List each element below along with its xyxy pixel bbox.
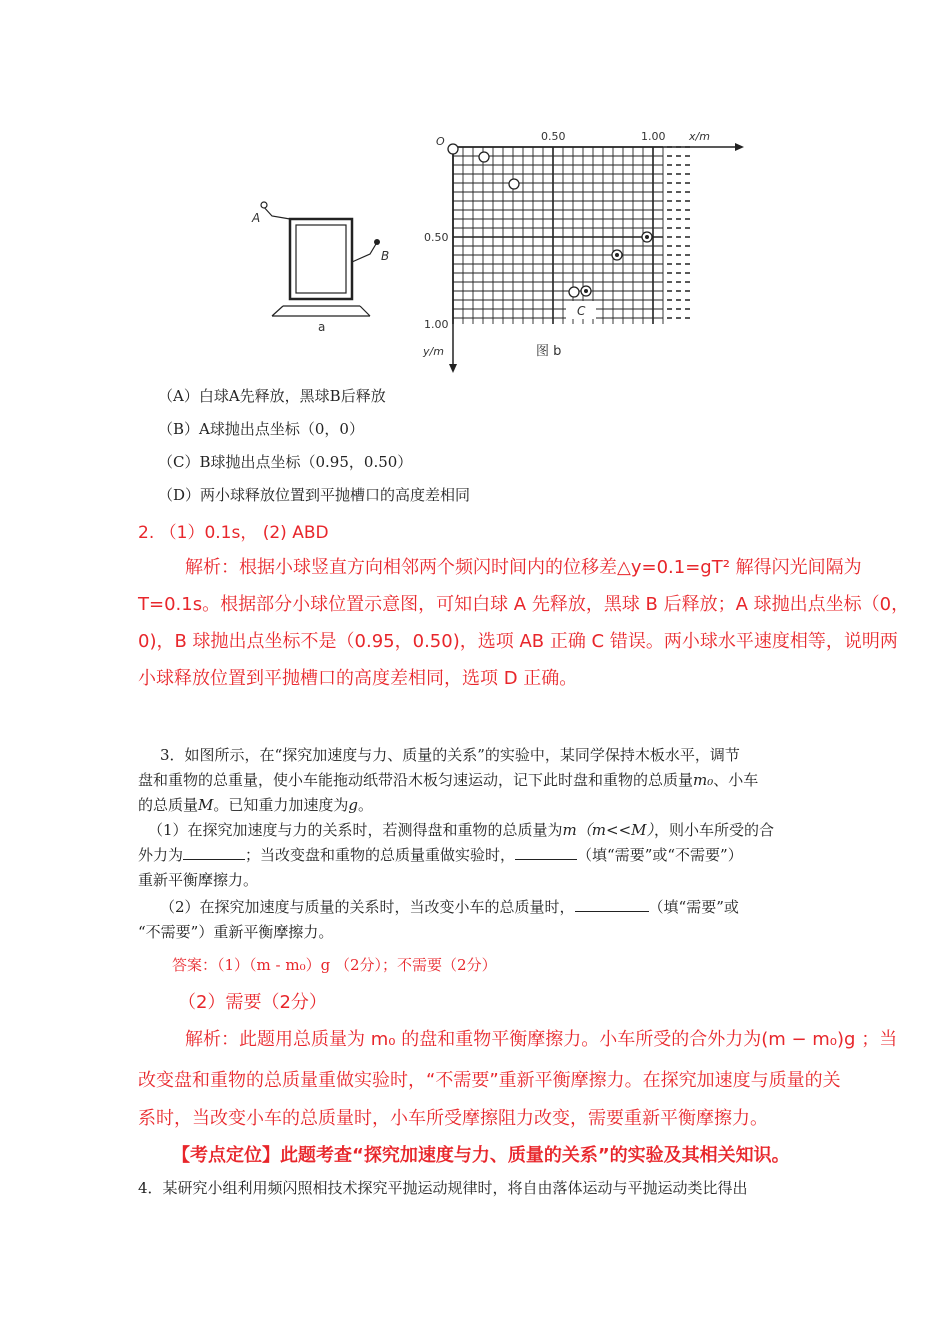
q2-answer: 2. （1）0.1s， (2) ABD: [138, 523, 329, 543]
q3-sub2-line2: “不需要”）重新平衡摩擦力。: [138, 923, 334, 941]
black-ball-1: [642, 232, 652, 242]
option-b: （B）A球抛出点坐标（0，0）: [158, 420, 364, 438]
q2-analysis-4: 小球释放位置到平抛槽口的高度差相同，选项 D 正确。: [138, 668, 578, 689]
white-ball-c: [569, 287, 579, 297]
black-ball-2: [612, 250, 622, 260]
ball-a: [261, 202, 267, 208]
point-c-label: C: [577, 304, 586, 318]
x-tick-050: 0.50: [541, 130, 566, 143]
blank-3: [575, 897, 649, 912]
groove-b: [352, 244, 376, 262]
option-d: （D）两小球释放位置到平抛槽口的高度差相同: [158, 486, 471, 504]
blank-2: [515, 845, 577, 860]
q3-analysis-2: 改变盘和重物的总质量重做实验时，“不需要”重新平衡摩擦力。在探究加速度与质量的关: [138, 1070, 841, 1091]
white-ball-2: [479, 152, 489, 162]
q3-kaodian: 【考点定位】此题考查“探究加速度与力、质量的关系”的实验及其相关知识。: [172, 1145, 790, 1166]
label-a: A: [252, 211, 261, 225]
q4-line1: 4．某研究小组利用频闪照相技术探究平抛运动规律时，将自由落体运动与平抛运动类比得出: [138, 1179, 748, 1197]
q3-sub2-line1: （2）在探究加速度与质量的关系时，当改变小车的总质量时， （填“需要”或: [160, 898, 739, 916]
origin-label: O: [436, 135, 445, 148]
figures: [0, 0, 950, 380]
q3-sub1-line3: 重新平衡摩擦力。: [138, 871, 259, 889]
option-c: （C）B球抛出点坐标（0.95，0.50）: [158, 453, 413, 471]
q3-line2: 盘和重物的总重量，使小车能拖动纸带沿木板匀速运动，记下此时盘和重物的总质量m₀、小车: [138, 771, 759, 789]
figure-a: [251, 202, 389, 334]
x-tick-100: 1.00: [641, 130, 666, 143]
blank-1: [183, 845, 245, 860]
x-axis-label: x/m: [689, 130, 710, 143]
figure-b-caption: 图 b: [536, 344, 562, 359]
board-inner: [296, 225, 346, 293]
q3-answer-line1: 答案：（1）（m - m₀）g （2分）；不需要（2分）: [172, 956, 497, 974]
q3-analysis-3: 系时，当改变小车的总质量时，小车所受摩擦阻力改变，需要重新平衡摩擦力。: [138, 1108, 768, 1129]
q3-analysis-1: 解析：此题用总质量为 m₀ 的盘和重物平衡摩擦力。小车所受的合外力为(m − m₀)g ；当: [185, 1029, 898, 1050]
x-axis-arrow: [735, 143, 744, 151]
q2-analysis-1: 解析：根据小球竖直方向相邻两个频闪时间内的位移差△y=0.1=gT² 解得闪光间隔为: [185, 557, 862, 578]
q3-sub1-line2: 外力为 ；当改变盘和重物的总质量重做实验时， （填“需要”或“不需要”）: [138, 846, 743, 864]
board-frame: [290, 219, 352, 299]
figure-b: [422, 130, 744, 373]
white-ball-3: [509, 179, 519, 189]
q3-answer-line2: （2）需要（2分）: [178, 992, 327, 1013]
option-a: （A）白球A先释放，黑球B后释放: [158, 387, 386, 405]
black-ball-3: [581, 286, 591, 296]
label-fig-a: a: [318, 320, 326, 334]
q2-analysis-3: 0)，B 球抛出点坐标不是（0.95，0.50)，选项 AB 正确 C 错误。两小球水平速度相等，说明两: [138, 631, 898, 652]
q3-line1: 3．如图所示，在“探究加速度与力、质量的关系”的实验中，某同学保持木板水平，调节: [160, 746, 740, 764]
q3-line3: 的总质量M。已知重力加速度为g。: [138, 796, 374, 814]
y-axis-label: y/m: [423, 345, 444, 358]
q3-sub1-line1: （1）在探究加速度与力的关系时，若测得盘和重物的总质量为m（m<<M），则小车所受的合: [148, 821, 775, 839]
white-ball-1: [448, 144, 458, 154]
y-tick-100: 1.00: [424, 318, 449, 331]
ball-b: [374, 239, 380, 245]
y-axis-arrow: [449, 364, 457, 373]
y-tick-050: 0.50: [424, 231, 449, 244]
grid: [453, 147, 690, 324]
label-b: B: [381, 249, 390, 263]
q2-analysis-2: T=0.1s。根据部分小球位置示意图，可知白球 A 先释放，黑球 B 后释放；A 球抛出点坐标（0，: [138, 594, 910, 615]
